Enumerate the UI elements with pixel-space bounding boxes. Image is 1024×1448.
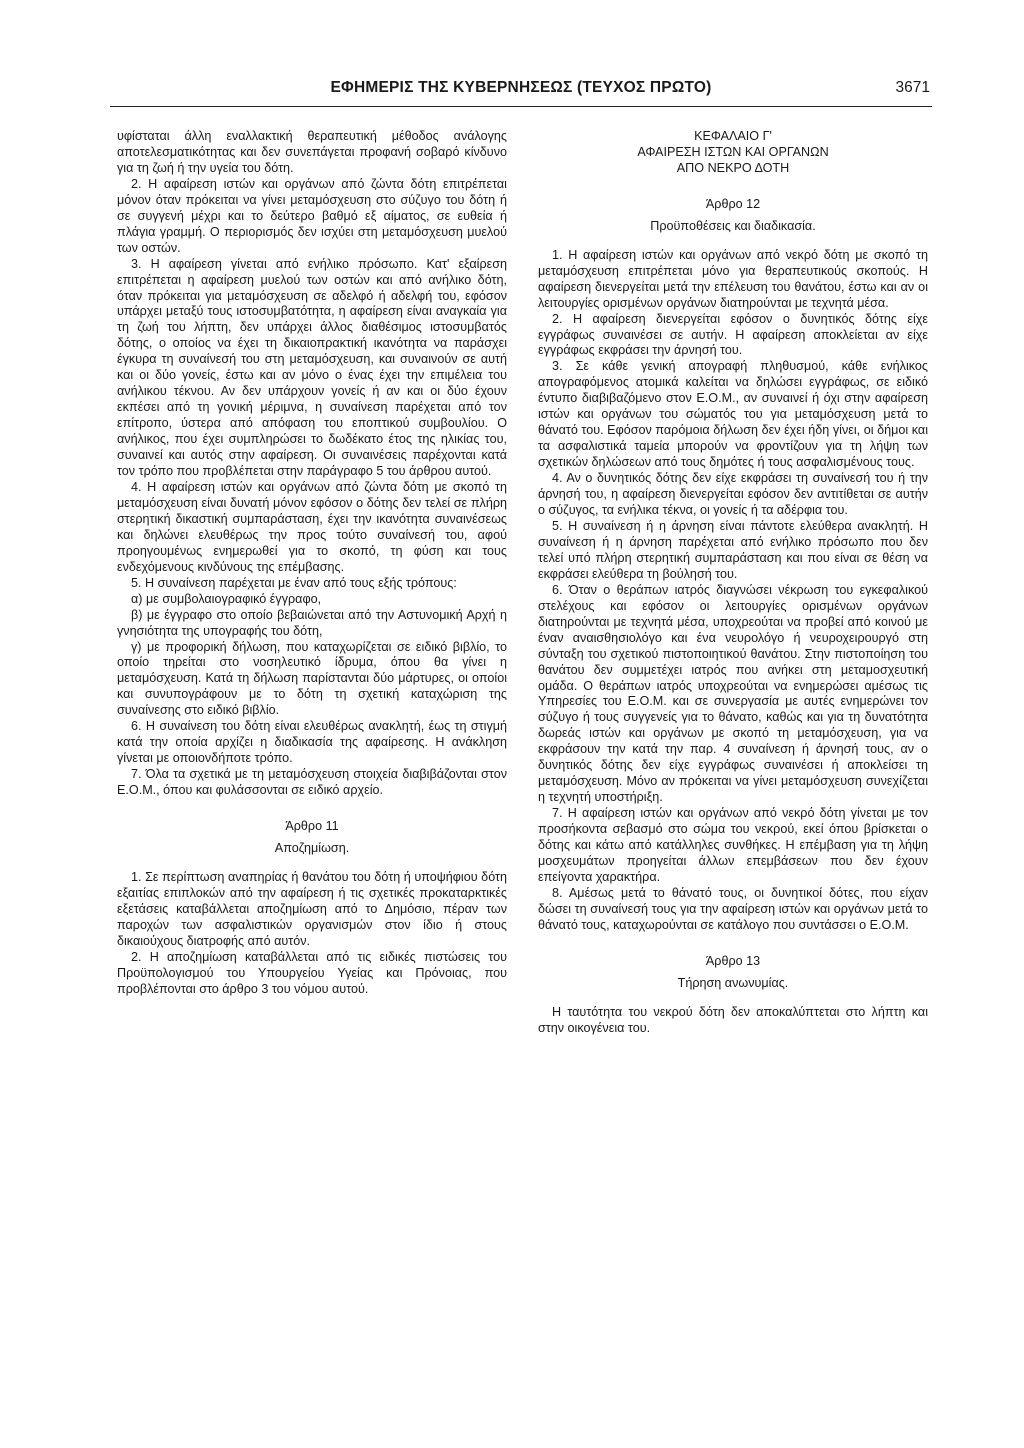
paragraph-4: 4. Η αφαίρεση ιστών και οργάνων από ζώντα δότη με σκοπό τη μεταμόσχευση είναι δυνατή μόνον εφόσον ο δότης δεν τελεί σε πλήρη στερητική δικαστική συμπαράσταση, έχει την ικανότητα συναινέσεως και δηλώνει ελευθέρως την προς τούτο συναίνεσή του, αφού προηγουμένως ενημερωθεί για το σκοπό, τη φύση και τους ενδεχόμενους κινδύνους της επέμβασης.	[117, 479, 507, 574]
left-column	[117, 129, 507, 998]
paragraph-3: 3. Η αφαίρεση γίνεται από ενήλικο πρόσωπο. Κατ' εξαίρεση επιτρέπεται η αφαίρεση μυελού των οστών και από ανήλικο δότη, όταν πρόκειται για μεταμόσχευση σε αδελφό ή αδελφή του, εφόσον υπάρχει μεταξύ τους ιστοσυμβατότητα, η αφαίρεση είναι αναγκαία για τη ζωή του λήπτη, δεν υπάρχει άλλος διαθέσιμος ιστοσυμβατός δότης, ο οποίος να έχει τη δικαιοπρακτική ικανότητα να παράσχει έγκυρα τη συναίνεσή του στη μεταμόσχευση, και συναινούν σε αυτή και οι δύο γονείς, έστω και αν μόνο ο ένας έχει την επιμέλεια του ανήλικου τέκνου. Αν δεν υπάρχουν γονείς ή αν και οι δύο έχουν εκπέσει από τη γονική μέριμνα, η συναίνεση παρέχεται από τον επίτροπο, ύστερα από απόφαση του εποπτικού συμβουλίου. Ο ανήλικος, που έχει συμπληρώσει το δωδέκατο έτος της ηλικίας του, συναινεί και αυτός στην αφαίρεση. Οι συναινέσεις παρέχονται κατά τον τρόπο που προβλέπεται στην παράγραφο 5 του άρθρου αυτού.	[117, 256, 507, 479]
article-12-paragraph-8: 8. Αμέσως μετά το θάνατό τους, οι δυνητικοί δότες, που είχαν δώσει τη συναίνεσή τους για την αφαίρεση ιστών και οργάνων μετά το θάνατό τους, καταχωρούνται σε κατάλογο που συντάσσει ο Ε.Ο.Μ.	[538, 885, 928, 932]
article-12-paragraph-2: 2. Η αφαίρεση διενεργείται εφόσον ο δυνητικός δότης είχε εγγράφως συναινέσει σε αυτήν. Η αφαίρεση αποκλείεται αν είχε εγγράφως εκφράσει την άρνησή του.	[538, 311, 928, 358]
right-column	[538, 129, 928, 1037]
paragraph-5c: γ) με προφορική δήλωση, που καταχωρίζεται σε ειδικό βιβλίο, το οποίο τηρείται στο νοσηλευτικό ίδρυμα, όπου θα γίνει η μεταμόσχευση. Κατά τη δήλωση παρίστανται δύο μάρτυρες, οι οποίοι και συνυπογράφουν με το δότη τη σχετική καταχώριση της συναίνεσης στο ειδικό βιβλίο.	[117, 639, 507, 718]
article-12-paragraph-1: 1. Η αφαίρεση ιστών και οργάνων από νεκρό δότη με σκοπό τη μεταμόσχευση επιτρέπεται μόνο για θεραπευτικούς σκοπούς. Η αφαίρεση διενεργείται μετά την επέλευση του θανάτου, έστω και αν οι λειτουργίες ορισμένων οργάνων διατηρούνται με τεχνητά μέσα.	[538, 247, 928, 310]
paragraph-continuation: υφίσταται άλλη εναλλακτική θεραπευτική μέθοδος ανάλογης αποτελεσματικότητας και δεν συνεπάγεται προφανή σοβαρό κίνδυνο για τη ζωή ή την υγεία του δότη.	[117, 129, 507, 175]
paragraph-6: 6. Η συναίνεση του δότη είναι ελευθέρως ανακλητή, έως τη στιγμή κατά την οποία αρχίζει η διαδικασία της αφαίρεσης. Η ανάκληση γίνεται με οποιονδήποτε τρόπο.	[117, 719, 507, 766]
chapter-subtitle-line-1: ΑΦΑΙΡΕΣΗ ΙΣΤΩΝ ΚΑΙ ΟΡΓΑΝΩΝ	[637, 144, 829, 159]
paragraph-7: 7. Όλα τα σχετικά με τη μεταμόσχευση στοιχεία διαβιβάζονται στον Ε.Ο.Μ., όπου και φυλάσσονται σε ειδικό αρχείο.	[117, 767, 507, 798]
article-12-paragraph-5: 5. Η συναίνεση ή η άρνηση είναι πάντοτε ελεύθερα ανακλητή. Η συναίνεση ή η άρνηση παρέχεται από ενήλικο πρόσωπο που δεν τελεί υπό πλήρη στερητική συμπαράσταση και που είναι σε θέση να εκφράσει ελεύθερα τη βούλησή του.	[538, 518, 928, 581]
article-12-paragraph-6: 6. Όταν ο θεράπων ιατρός διαγνώσει νέκρωση του εγκεφαλικού στελέχους και εφόσον οι λειτουργίες ορισμένων οργάνων διατηρούνται με τεχνητά μέσα, υποχρεούται να προβεί από κοινού με έναν αναισθησιολόγο και ένα νευρολόγο ή νευροχειρουργό στη σύνταξη του σχετικού πιστοποιητικού θανάτου. Στην πιστοποίηση του θανάτου δεν συμμετέχει ιατρός που ανήκει στη μεταμοσχευτική ομάδα. Ο θεράπων ιατρός υποχρεούται να ενημερώσει αμέσως τις Υπηρεσίες του Ε.Ο.Μ. και σε συνεργασία με αυτές ενημερώνει τον σύζυγο ή τους συγγενείς για το θάνατο, καθώς και για τη δυνατότητα δωρεάς ιστών και οργάνων με σκοπό τη μεταμόσχευση, για να εκφράσουν την κατά την παρ. 4 συναίνεση ή άρνησή τους, αν ο δυνητικός δότης δεν είχε εγγράφως συναινέσει ή αποκλείσει τη μεταμόσχευση. Μόνο αν πρόκειται να γίνει μεταμόσχευση συνεχίζεται η τεχνητή υποστήριξη.	[538, 582, 928, 805]
article-11-title: Άρθρο 11	[285, 819, 339, 834]
paragraph-5b: β) με έγγραφο στο οποίο βεβαιώνεται από την Αστυνομική Αρχή η γνησιότητα της υπογραφής του δότη,	[117, 607, 507, 638]
chapter-title: ΚΕΦΑΛΑΙΟ Γ'	[694, 129, 772, 143]
article-12-paragraph-3: 3. Σε κάθε γενική απογραφή πληθυσμού, κάθε ενήλικος απογραφόμενος ατομικά καλείται να δηλώσει εγγράφως, σε ειδικό έντυπο διαβιβαζόμενο στον Ε.Ο.Μ., αν συναινεί ή όχι στην αφαίρεση ιστών και οργάνων του σώματός του για μεταμόσχευση μετά το θάνατό του. Εφόσον παρόμοια δήλωση δεν έχει ήδη γίνει, οι δήμοι και τα ασφαλιστικά ταμεία μπορούν να φροντίζουν για τη λήψη των σχετικών δηλώσεων από τους δημότες ή τους ασφαλισμένους τους.	[538, 359, 928, 470]
paragraph-2: 2. Η αφαίρεση ιστών και οργάνων από ζώντα δότη επιτρέπεται μόνον όταν πρόκειται να γίνει μεταμόσχευση στο σύζυγο του δότη ή σε συγγενή μέχρι και το δεύτερο βαθμό εξ αίματος, σε ευθεία ή πλάγια γραμμή. Ο περιορισμός δεν ισχύει στη μεταμόσχευση μυελού των οστών.	[117, 176, 507, 255]
article-12-title: Άρθρο 12	[705, 196, 761, 211]
paragraph-5: 5. Η συναίνεση παρέχεται με έναν από τους εξής τρόπους:	[131, 575, 457, 590]
article-12-subtitle: Προϋποθέσεις και διαδικασία.	[650, 218, 816, 233]
article-11-subtitle: Αποζημίωση.	[274, 840, 350, 855]
article-13-subtitle: Τήρηση ανωνυμίας.	[677, 975, 789, 990]
article-12-paragraph-4: 4. Αν ο δυνητικός δότης δεν είχε εκφράσει τη συναίνεσή του ή την άρνησή του, η αφαίρεση διενεργείται εφόσον δεν αντιτίθεται σε αυτήν ο σύζυγος, τα ενήλικα τέκνα, οι γονείς ή τα αδέρφια του.	[538, 471, 928, 518]
article-12-paragraph-7: 7. Η αφαίρεση ιστών και οργάνων από νεκρό δότη γίνεται με τον προσήκοντα σεβασμό στο σώμα του νεκρού, εκεί όπου βρίσκεται ο δότης και κάτω από κατάλληλες συνθήκες. Η επέμβαση για τη λήψη μοσχευμάτων προηγείται άλλων επεμβάσεων που δεν έχουν επείγοντα χαρακτήρα.	[538, 806, 928, 884]
chapter-subtitle-line-2: ΑΠΟ ΝΕΚΡΟ ΔΟΤΗ	[676, 160, 790, 175]
page-number: 3671	[895, 79, 930, 96]
page-header	[110, 76, 932, 107]
article-11-paragraph-1: 1. Σε περίπτωση αναπηρίας ή θανάτου του δότη ή υποψήφιου δότη εξαιτίας επιπλοκών από την αφαίρεση ή τις σχετικές προκαταρκτικές εξετάσεις καταβάλλεται αποζημίωση από το Δημόσιο, πέραν των παροχών των ασφαλιστικών οργανισμών στον ίδιο ή στους δικαιούχους διατροφής από αυτόν.	[117, 869, 507, 948]
gazette-title: ΕΦΗΜΕΡΙΣ ΤΗΣ ΚΥΒΕΡΝΗΣΕΩΣ (ΤΕΥΧΟΣ ΠΡΩΤΟ)	[330, 79, 712, 96]
article-13-paragraph-1: Η ταυτότητα του νεκρού δότη δεν αποκαλύπτεται στο λήπτη και στην οικογένεια του.	[538, 1004, 928, 1035]
article-11-paragraph-2: 2. Η αποζημίωση καταβάλλεται από τις ειδικές πιστώσεις του Προϋπολογισμού του Υπουργείου Υγείας και Πρόνοιας, που προβλέπονται στο άρθρο 3 του νόμου αυτού.	[117, 949, 507, 996]
paragraph-5a: α) με συμβολαιογραφικό έγγραφο,	[131, 591, 322, 606]
article-13-title: Άρθρο 13	[705, 953, 761, 968]
